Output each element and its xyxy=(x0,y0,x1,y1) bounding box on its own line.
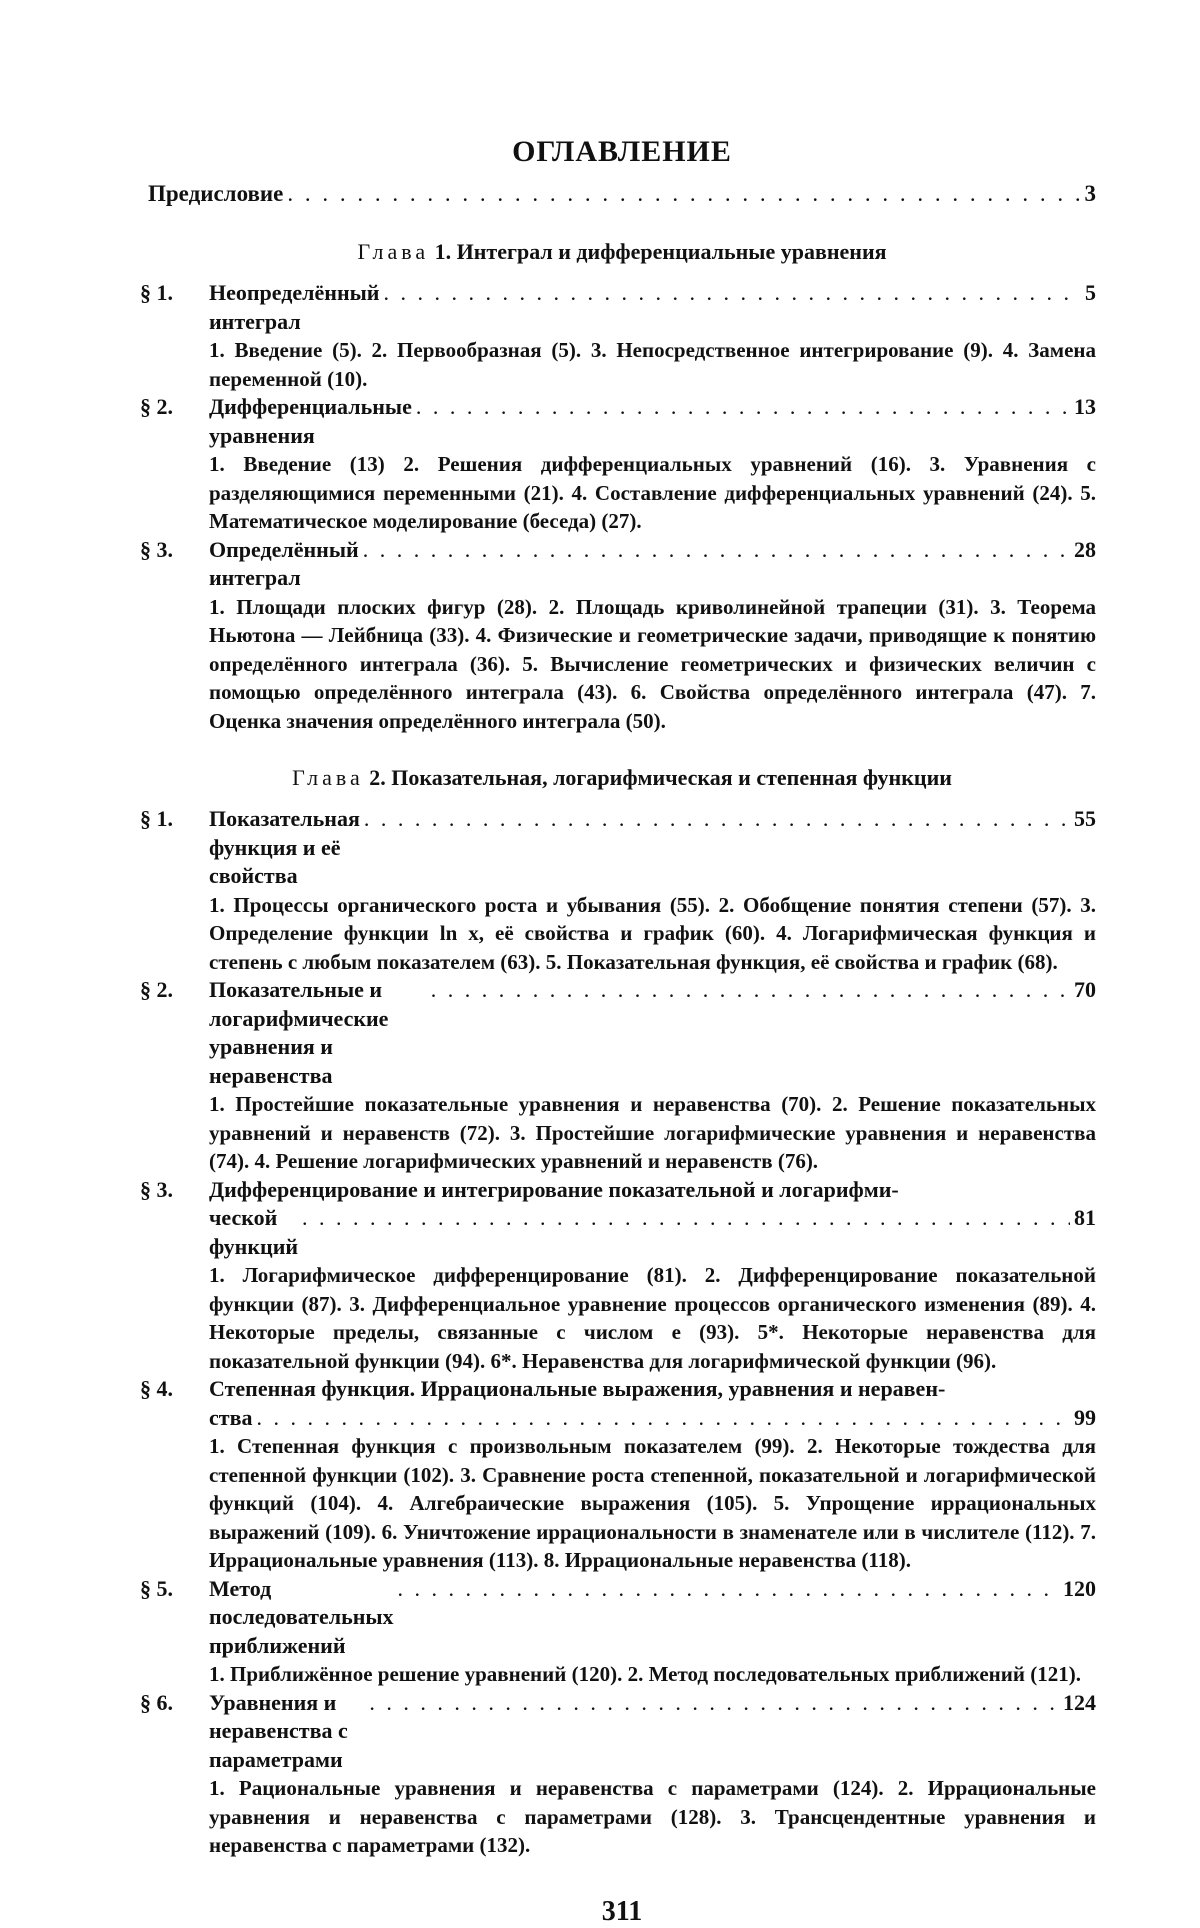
toc-page-number: 99 xyxy=(1074,1404,1096,1430)
section-items: 1. Простейшие показательные уравнения и неравенства (70). 2. Решение показательных уравнений и неравенств (72). 3. Простейшие логарифмические уравнения и неравенства (74). 4. Решение логарифмических уравнений и неравенств (76). xyxy=(209,1092,1096,1173)
section-title-continued: ства xyxy=(209,1404,253,1430)
toc-page-number: 28 xyxy=(1074,536,1096,562)
toc-entry-preface[interactable] xyxy=(148,179,1096,209)
section-items: 1. Степенная функция с произвольным показателем (99). 2. Некоторые тождества для степенной функции (102). 3. Сравнение роста степенной, показательной и логарифмической функций (104). 4. Алгебраические выражения (105). 5. Упрощение иррациональных выражений (109). 6. Уничтожение иррациональности в знаменателе или в числителе (112). 7. Иррациональные уравнения (113). 8. Иррациональные неравенства (118). xyxy=(209,1434,1096,1572)
section-title: Уравнения и неравенства с параметрами xyxy=(209,1689,348,1772)
chapter-heading xyxy=(148,763,1096,793)
section-number: § 1. xyxy=(140,280,173,305)
toc-page-number: 5 xyxy=(1085,280,1096,305)
page-title: ОГЛАВЛЕНИЕ xyxy=(512,135,732,168)
toc-section[interactable] xyxy=(140,393,1096,536)
toc-page-number: 55 xyxy=(1074,806,1096,831)
section-title: Показательная функция и её свойства xyxy=(209,806,360,888)
dot-leader xyxy=(302,1204,1070,1233)
dot-leader xyxy=(398,1575,1059,1604)
section-number: § 3. xyxy=(140,1176,173,1202)
toc-section[interactable] xyxy=(140,536,1096,736)
dot-leader xyxy=(256,1404,1070,1433)
toc-section[interactable] xyxy=(140,1575,1096,1689)
toc-section[interactable] xyxy=(140,279,1096,393)
section-items: 1. Введение (13) 2. Решения дифференциальных уравнений (16). 3. Уравнения с разделяющимися переменными (21). 4. Составление дифференциальных уравнений (24). 5. Математическое моделирование (беседа) (27). xyxy=(209,452,1096,533)
chapter-word: Глава xyxy=(292,765,364,790)
dot-leader xyxy=(383,279,1081,308)
chapter-word: Глава xyxy=(357,239,430,264)
table-of-contents xyxy=(140,135,1096,1928)
toc-section[interactable] xyxy=(140,1176,1096,1376)
toc-section[interactable] xyxy=(140,1375,1096,1575)
toc-page-number: 120 xyxy=(1063,1575,1096,1601)
dot-leader xyxy=(416,393,1070,422)
section-title: Степенная функция. Иррациональные выражения, уравнения и неравен- xyxy=(209,1376,946,1401)
section-title: Определённый интеграл xyxy=(209,536,359,590)
section-number: § 4. xyxy=(140,1376,173,1401)
section-title: Метод последовательных приближений xyxy=(209,1575,394,1658)
section-title: Показательные и логарифмические уравнения и неравенства xyxy=(209,977,389,1088)
chapter-heading xyxy=(148,237,1096,267)
section-number: § 3. xyxy=(140,536,173,562)
dot-leader xyxy=(369,1689,1059,1718)
section-items: 1. Процессы органического роста и убывания (55). 2. Обобщение понятия степени (57). 3. Определение функции ln x, её свойства и график (60). 4. Логарифмическая функция и степень с любым показателем (63). 5. Показательная функция, её свойства и график (68). xyxy=(209,892,1096,974)
section-items: 1. Рациональные уравнения и неравенства с параметрами (124). 2. Иррациональные уравнения и неравенства с параметрами (128). 3. Трансцендентные уравнения и неравенства с параметрами (132). xyxy=(209,1776,1096,1857)
toc-section[interactable] xyxy=(140,976,1096,1176)
section-items: 1. Логарифмическое дифференцирование (81). 2. Дифференцирование показательной функции (87). 3. Дифференциальное уравнение процессов органического изменения (89). 4. Некоторые пределы, связанные с числом e (93). 5*. Некоторые неравенства для показательной функции (94). 6*. Неравенства для логарифмической функции (96). xyxy=(209,1263,1096,1373)
dot-leader xyxy=(287,179,1080,209)
section-title: Неопределённый интеграл xyxy=(209,280,380,334)
page-number: 311 xyxy=(601,1895,643,1927)
toc-page-number: 3 xyxy=(1084,181,1096,206)
section-items: 1. Приближённое решение уравнений (120). 2. Метод последовательных приближений (121). xyxy=(209,1662,1081,1686)
toc-page-number: 124 xyxy=(1063,1689,1096,1715)
dot-leader xyxy=(364,805,1070,834)
section-number: § 2. xyxy=(140,977,173,1002)
chapter-title: 2. Показательная, логарифмическая и степенная функции xyxy=(369,765,952,790)
dot-leader xyxy=(431,976,1070,1005)
toc-section[interactable] xyxy=(140,1689,1096,1860)
section-number: § 6. xyxy=(140,1689,173,1715)
section-items: 1. Площади плоских фигур (28). 2. Площадь криволинейной трапеции (31). 3. Теорема Ньютона — Лейбница (33). 4. Физические и геометрические задачи, приводящие к понятию определённого интеграла (36). 5. Вычисление геометрических и физических величин с помощью определённого интеграла (43). 6. Свойства определённого интеграла (47). 7. Оценка значения определённого интеграла (50). xyxy=(209,594,1096,733)
chapter-title: 1. Интеграл и дифференциальные уравнения xyxy=(434,239,887,264)
toc-section[interactable] xyxy=(140,805,1096,976)
section-title: Дифференциальные уравнения xyxy=(209,394,412,448)
section-number: § 5. xyxy=(140,1575,173,1601)
section-title-continued: ческой функций xyxy=(209,1205,299,1259)
section-number: § 1. xyxy=(140,806,173,831)
toc-page-number: 70 xyxy=(1074,977,1096,1002)
toc-page-number: 81 xyxy=(1074,1205,1096,1230)
dot-leader xyxy=(363,536,1070,565)
toc-page-number: 13 xyxy=(1074,394,1096,419)
toc-entry-label: Предисловие xyxy=(148,181,284,206)
section-number: § 2. xyxy=(140,394,173,419)
section-items: 1. Введение (5). 2. Первообразная (5). 3. Непосредственное интегрирование (9). 4. Замена переменной (10). xyxy=(209,338,1096,391)
section-title: Дифференцирование и интегрирование показательной и логарифми- xyxy=(209,1176,899,1202)
